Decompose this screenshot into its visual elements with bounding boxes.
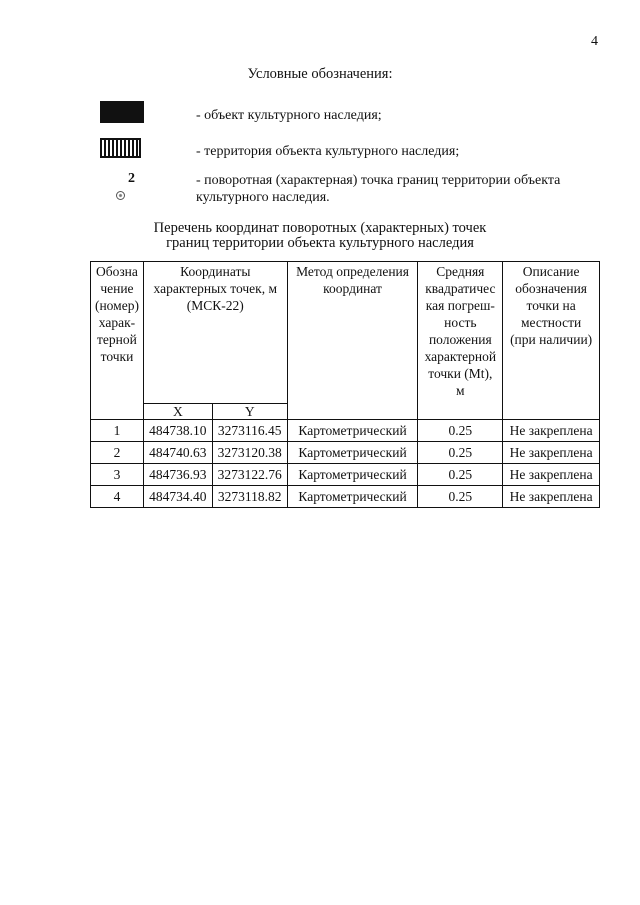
table-row bbox=[91, 486, 600, 508]
cell-x: 484738.10 bbox=[143, 420, 212, 442]
cell-desc: Не закреплена bbox=[503, 420, 600, 442]
cell-method: Картометрический bbox=[287, 420, 418, 442]
header-x: X bbox=[143, 404, 212, 420]
page-number: 4 bbox=[591, 34, 598, 49]
header-coordinates: Координаты характерных точек, м (МСК-22) bbox=[143, 262, 287, 404]
cell-y: 3273118.82 bbox=[212, 486, 287, 508]
cell-error: 0.25 bbox=[418, 420, 503, 442]
table-row bbox=[91, 420, 600, 442]
cell-num: 1 bbox=[91, 420, 144, 442]
cell-x: 484740.63 bbox=[143, 442, 212, 464]
cell-num: 4 bbox=[91, 486, 144, 508]
heritage-territory-symbol bbox=[100, 138, 141, 158]
point-symbol-label: 2 bbox=[128, 171, 135, 186]
cell-y: 3273122.76 bbox=[212, 464, 287, 486]
coordinates-table bbox=[90, 261, 600, 508]
cell-num: 3 bbox=[91, 464, 144, 486]
cell-y: 3273120.38 bbox=[212, 442, 287, 464]
cultural-heritage-object-symbol bbox=[100, 101, 144, 123]
cell-x: 484736.93 bbox=[143, 464, 212, 486]
legend-title: Условные обозначения: bbox=[247, 66, 393, 82]
table-row bbox=[91, 464, 600, 486]
cell-error: 0.25 bbox=[418, 442, 503, 464]
cell-method: Картометрический bbox=[287, 464, 418, 486]
cell-error: 0.25 bbox=[418, 486, 503, 508]
point-circle-icon bbox=[116, 191, 125, 200]
legend-item-territory: - территория объекта культурного наследия; bbox=[196, 144, 460, 159]
list-title-line-2: границ территории объекта культурного наследия bbox=[166, 235, 474, 251]
cell-desc: Не закреплена bbox=[503, 442, 600, 464]
cell-desc: Не закреплена bbox=[503, 464, 600, 486]
header-designation: Обозна чение (номер) харак- терной точки bbox=[91, 262, 144, 420]
cell-num: 2 bbox=[91, 442, 144, 464]
table-row bbox=[91, 442, 600, 464]
cell-y: 3273116.45 bbox=[212, 420, 287, 442]
coordinates-list-title bbox=[0, 221, 640, 251]
header-error: Средняя квадратичес кая погреш- ность положения характерной точки (Mt), м bbox=[418, 262, 503, 420]
cell-desc: Не закреплена bbox=[503, 486, 600, 508]
cell-method: Картометрический bbox=[287, 486, 418, 508]
legend-item-object: - объект культурного наследия; bbox=[196, 108, 382, 123]
cell-method: Картометрический bbox=[287, 442, 418, 464]
legend-item-point: - поворотная (характерная) точка границ территории объекта культурного наследия. bbox=[196, 173, 561, 205]
header-description: Описание обозначения точки на местности (при наличии) bbox=[503, 262, 600, 420]
cell-x: 484734.40 bbox=[143, 486, 212, 508]
list-title-line-1: Перечень координат поворотных (характерных) точек bbox=[153, 220, 487, 236]
cell-error: 0.25 bbox=[418, 464, 503, 486]
header-method: Метод определения координат bbox=[287, 262, 418, 420]
header-y: Y bbox=[212, 404, 287, 420]
